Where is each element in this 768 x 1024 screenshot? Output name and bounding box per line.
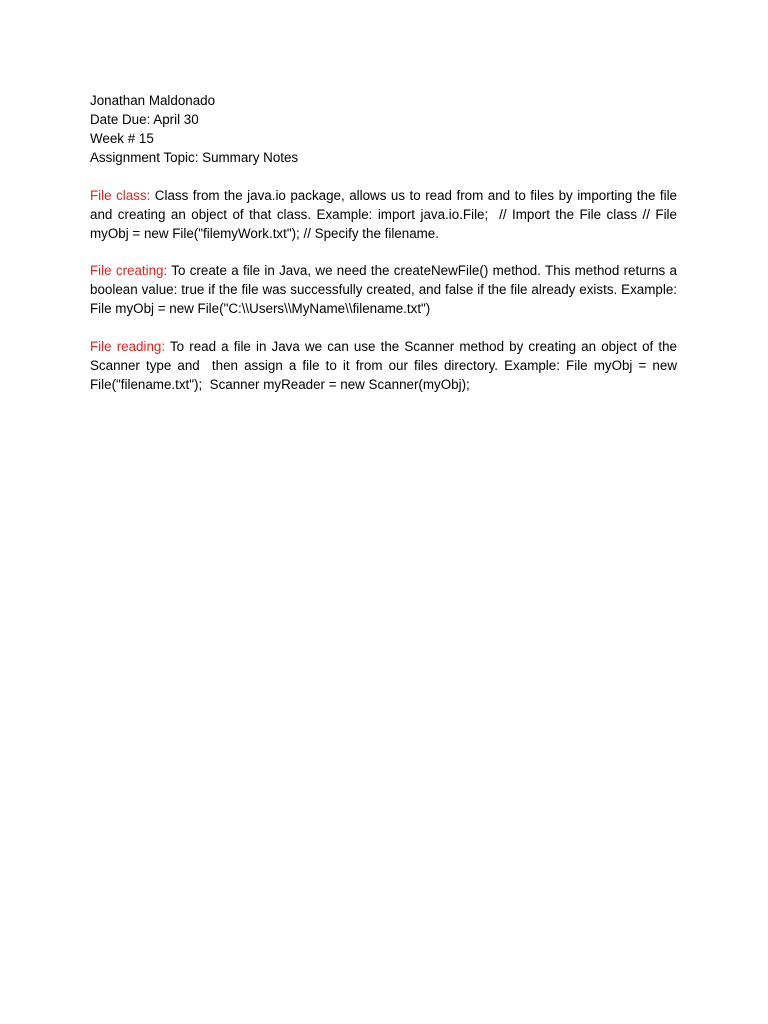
document-header bbox=[90, 91, 677, 167]
section-file-class bbox=[90, 186, 681, 243]
header-spacer bbox=[90, 167, 677, 186]
section-term: File reading: bbox=[90, 338, 166, 354]
section-text: To create a file in Java, we need the createNewFile() method. This method returns a boolean value: true if the file was successfully created, and false if the file already exists. Example: File myObj = new File("C:\\Users\\MyName\\filename.txt") bbox=[90, 263, 681, 316]
section-term: File class: bbox=[90, 187, 151, 203]
section-text: To read a file in Java we can use the Scanner method by creating an object of the Scanner type and then assign a file to it from our files directory. Example: File myObj = new File("filename.txt"); Scanner myReader = new Scanner(myObj); bbox=[90, 338, 681, 392]
section-file-creating bbox=[90, 261, 681, 318]
week-number: Week # 15 bbox=[90, 131, 154, 146]
section-file-reading bbox=[90, 337, 681, 394]
section-text: Class from the java.io package, allows us to read from and to files by importing the file and creating an object of that class. Example: import java.io.File; // Import the File class // File myObj = new File("filemyWork.txt"); // Specify the filename. bbox=[90, 187, 681, 241]
assignment-topic: Assignment Topic: Summary Notes bbox=[90, 150, 299, 165]
section-term: File creating: bbox=[90, 263, 168, 278]
author-name: Jonathan Maldonado bbox=[90, 93, 216, 108]
due-date: Date Due: April 30 bbox=[90, 112, 199, 127]
